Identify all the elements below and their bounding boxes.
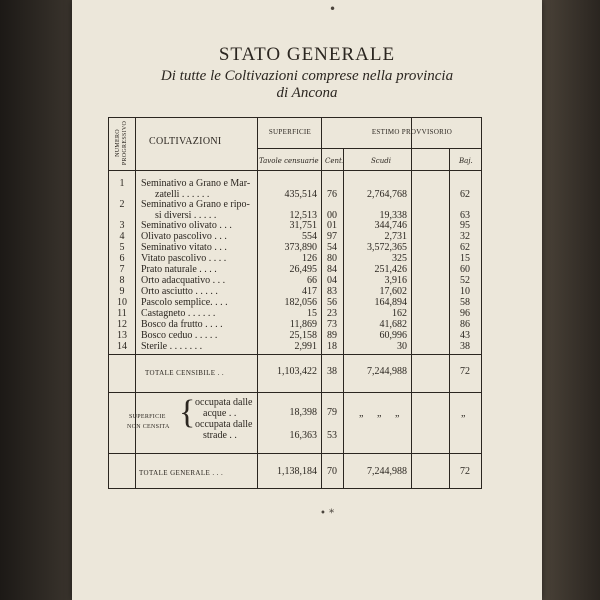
col-divider <box>257 118 258 488</box>
subtitle-line-2: di Ancona <box>276 85 338 101</box>
row-tavole: 435,514 <box>284 189 317 200</box>
row-cultivation: Vitato pascolivo . . . . <box>141 253 227 264</box>
header-estimo: ESTIMO PROVVISORIO <box>371 128 453 136</box>
row-number: 11 <box>117 308 127 319</box>
row-cent: 23 <box>327 308 337 319</box>
row-cultivation: Seminativo olivato . . . <box>141 220 232 231</box>
row-scudi: 344,746 <box>374 220 407 231</box>
row-tavole: 11,869 <box>289 319 317 330</box>
header-numero: NUMERO PROGRESSIVO <box>115 120 128 166</box>
row-cultivation: Seminativo vitato . . . <box>141 242 227 253</box>
row-cultivation: Bosco ceduo . . . . . <box>141 330 218 341</box>
ornament: • <box>329 2 337 16</box>
row-scudi: 325 <box>392 253 407 264</box>
strade-line-b: strade . . <box>203 430 237 441</box>
strade-tavole: 16,363 <box>289 430 317 441</box>
row-tavole: 373,890 <box>284 242 317 253</box>
row-cultivation: Sterile . . . . . . . <box>141 341 203 352</box>
row-cultivation: Seminativo a Grano e ripo- <box>141 199 250 210</box>
row-cultivation: Castagneto . . . . . . <box>141 308 216 319</box>
subheader-baj: Baj. <box>459 157 473 165</box>
row-baj: 32 <box>460 231 470 242</box>
row-cultivation: Orto adacquativo . . . <box>141 275 226 286</box>
row-cent: 89 <box>327 330 337 341</box>
row-cultivation: Olivato pascolivo . . . <box>141 231 227 242</box>
row-number: 12 <box>117 319 127 330</box>
subheader-scudi: Scudi <box>371 157 391 165</box>
row-baj: 86 <box>460 319 470 330</box>
row-scudi: 3,916 <box>384 275 407 286</box>
row-scudi: 164,894 <box>374 297 407 308</box>
row-tavole: 554 <box>302 231 317 242</box>
book-edge <box>542 0 600 600</box>
page-title: STATO GENERALE <box>218 44 396 65</box>
header-superficie: SUPERFICIE <box>268 128 312 136</box>
ditto-mark: „ <box>377 408 382 419</box>
row-cent: 76 <box>327 189 337 200</box>
row-scudi: 19,338 <box>379 210 407 221</box>
row-baj: 60 <box>460 264 470 275</box>
row-cent: 97 <box>327 231 337 242</box>
row-number: 10 <box>117 297 127 308</box>
acque-line-a: occupata dalle <box>195 397 253 408</box>
header-coltivazioni: COLTIVAZIONI <box>149 136 222 147</box>
totale-generale-cent: 70 <box>327 466 337 477</box>
row-scudi: 17,602 <box>379 286 407 297</box>
row-baj: 38 <box>460 341 470 352</box>
non-censita-label-2: NON CENSITA <box>127 424 170 430</box>
row-divider <box>257 148 481 149</box>
non-censita-label-1: SUPERFICIE <box>129 414 166 420</box>
row-divider <box>109 354 481 355</box>
brace: { <box>179 394 196 431</box>
row-cent: 18 <box>327 341 337 352</box>
totale-censibile-label: TOTALE CENSIBILE . . <box>145 369 225 377</box>
row-number: 5 <box>119 242 125 253</box>
row-tavole: 25,158 <box>289 330 317 341</box>
row-number: 3 <box>119 220 125 231</box>
row-cultivation: Orto asciutto . . . . . <box>141 286 218 297</box>
row-divider <box>109 392 481 393</box>
row-divider <box>109 453 481 454</box>
book-spine <box>0 0 72 600</box>
cultivation-table <box>108 117 482 489</box>
page-subtitle <box>72 68 542 102</box>
document-page <box>72 0 542 600</box>
row-cent: 73 <box>327 319 337 330</box>
row-number: 14 <box>117 341 127 352</box>
row-cultivation-cont: si diversi . . . . . <box>155 210 217 221</box>
ditto-mark: „ <box>359 408 364 419</box>
row-tavole: 31,751 <box>289 220 317 231</box>
ditto-mark: „ <box>395 408 400 419</box>
totale-censibile-scudi: 7,244,988 <box>367 366 407 377</box>
row-scudi: 2,764,768 <box>367 189 407 200</box>
row-tavole: 26,495 <box>289 264 317 275</box>
row-cultivation: Pascolo semplice. . . . <box>141 297 228 308</box>
row-baj: 10 <box>460 286 470 297</box>
row-cent: 84 <box>327 264 337 275</box>
totale-censibile-baj: 72 <box>460 366 470 377</box>
totale-generale-tavole: 1,138,184 <box>277 466 317 477</box>
row-baj: 62 <box>460 242 470 253</box>
row-scudi: 251,426 <box>374 264 407 275</box>
row-number: 6 <box>119 253 125 264</box>
row-scudi: 3,572,365 <box>367 242 407 253</box>
row-cent: 00 <box>327 210 337 221</box>
row-tavole: 15 <box>307 308 317 319</box>
totale-censibile-tavole: 1,103,422 <box>277 366 317 377</box>
ornament: • * <box>320 508 335 519</box>
row-number: 13 <box>117 330 127 341</box>
row-number: 9 <box>119 286 125 297</box>
row-number: 4 <box>119 231 125 242</box>
totale-generale-baj: 72 <box>460 466 470 477</box>
row-baj: 52 <box>460 275 470 286</box>
ditto-mark: „ <box>461 408 466 419</box>
totale-censibile-cent: 38 <box>327 366 337 377</box>
strade-line-a: occupata dalle <box>195 419 253 430</box>
subtitle-line-1: Di tutte le Coltivazioni comprese nella provincia <box>160 68 454 84</box>
row-tavole: 417 <box>302 286 317 297</box>
row-tavole: 126 <box>302 253 317 264</box>
row-cent: 80 <box>327 253 337 264</box>
row-baj: 96 <box>460 308 470 319</box>
row-baj: 63 <box>460 210 470 221</box>
row-cultivation-cont: zatelli . . . . . . <box>155 189 210 200</box>
row-divider <box>109 170 481 171</box>
row-cultivation: Seminativo a Grano e Mar- <box>141 178 251 189</box>
row-cent: 56 <box>327 297 337 308</box>
col-divider <box>343 148 344 488</box>
row-cultivation: Bosco da frutto . . . . <box>141 319 223 330</box>
acque-cent: 79 <box>327 407 337 418</box>
row-baj: 15 <box>460 253 470 264</box>
row-tavole: 66 <box>307 275 317 286</box>
row-number: 7 <box>119 264 125 275</box>
row-scudi: 2,731 <box>384 231 407 242</box>
acque-tavole: 18,398 <box>289 407 317 418</box>
subheader-cent: Cent. <box>325 157 345 165</box>
row-tavole: 2,991 <box>294 341 317 352</box>
row-baj: 58 <box>460 297 470 308</box>
row-tavole: 12,513 <box>289 210 317 221</box>
row-scudi: 41,682 <box>379 319 407 330</box>
row-cultivation: Prato naturale . . . . <box>141 264 217 275</box>
row-number: 2 <box>119 199 125 210</box>
row-baj: 95 <box>460 220 470 231</box>
row-baj: 43 <box>460 330 470 341</box>
strade-cent: 53 <box>327 430 337 441</box>
row-cent: 83 <box>327 286 337 297</box>
row-scudi: 162 <box>392 308 407 319</box>
row-number: 1 <box>119 178 125 189</box>
row-cent: 01 <box>327 220 337 231</box>
row-cent: 04 <box>327 275 337 286</box>
row-tavole: 182,056 <box>284 297 317 308</box>
totale-generale-label: TOTALE GENERALE . . . <box>139 469 224 477</box>
col-divider <box>411 118 412 488</box>
row-baj: 62 <box>460 189 470 200</box>
row-scudi: 30 <box>397 341 407 352</box>
totale-generale-scudi: 7,244,988 <box>367 466 407 477</box>
acque-line-b: acque . . <box>203 408 237 419</box>
row-number: 8 <box>119 275 125 286</box>
row-cent: 54 <box>327 242 337 253</box>
row-scudi: 60,996 <box>379 330 407 341</box>
subheader-tavole: Tavole censuarie <box>259 157 319 165</box>
